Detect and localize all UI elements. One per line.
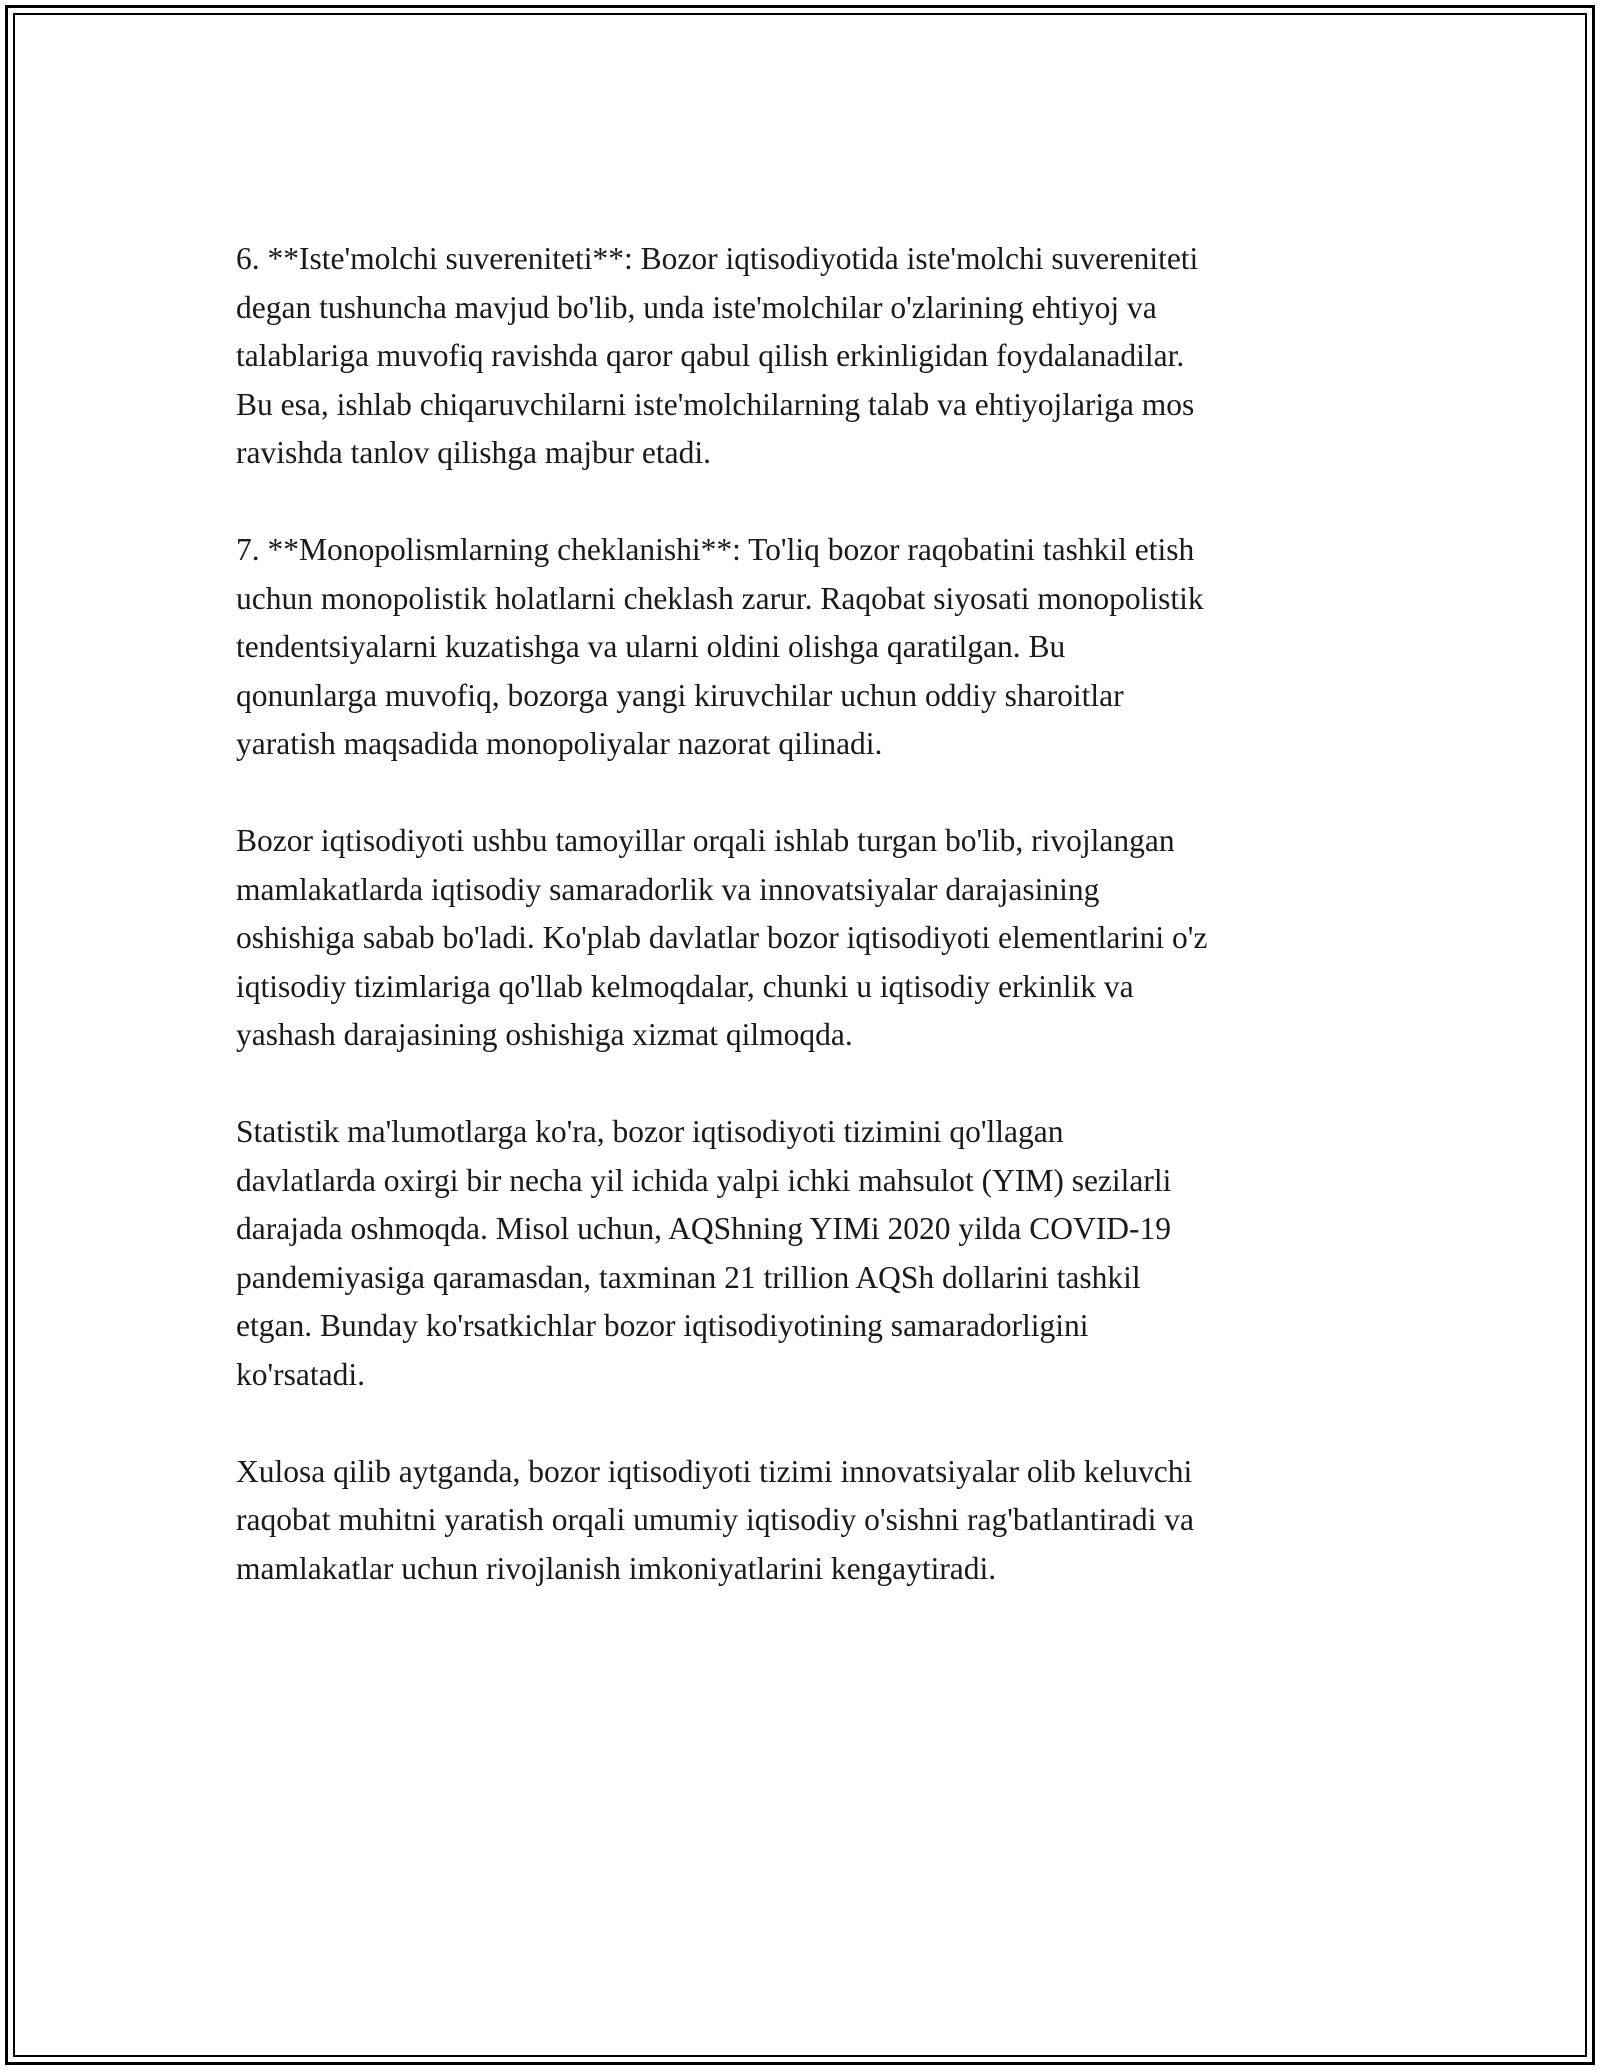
paragraph-conclusion: Xulosa qilib aytganda, bozor iqtisodiyoti tizimi innovatsiyalar olib keluvchi raqobat muhitni yaratish orqali umumiy iqtisodiy o'sishni rag'batlantiradi va mamlakatlar uchun rivojlanish imkoniyatlarini kengaytiradi. [236, 1453, 1194, 1586]
paragraph-market-principles: Bozor iqtisodiyoti ushbu tamoyillar orqali ishlab turgan bo'lib, rivojlangan mamlakatlarda iqtisodiy samaradorlik va innovatsiyalar darajasining oshishiga sabab bo'ladi. Ko'plab davlatlar bozor iqtisodiyoti elementlarini o'z iqtisodiy tizimlariga qo'llab kelmoqdalar, chunki u iqtisodiy erkinlik va yashash darajasining oshishiga xizmat qilmoqda. [236, 823, 1208, 1052]
paragraph-statistics: Statistik ma'lumotlarga ko'ra, bozor iqtisodiyoti tizimini qo'llagan davlatlarda oxirgi bir necha yil ichida yalpi ichki mahsulot (YIM) sezilarli darajada oshmoqda. Misol uchun, AQShning YIMi 2020 yilda COVID-19 pandemiyasiga qaramasdan, taxminan 21 trillion AQSh dollarini tashkil etgan. Bunday ko'rsatkichlar bozor iqtisodiyotining samaradorligini ko'rsatadi. [236, 1114, 1172, 1392]
paragraph-monopoly-restriction: 7. **Monopolismlarning cheklanishi**: To'liq bozor raqobatini tashkil etish uchun monopolistik holatlarni cheklash zarur. Raqobat siyosati monopolistik tendentsiyalarni kuzatishga va ularni oldini olishga qaratilgan. Bu qonunlarga muvofiq, bozorga yangi kiruvchilar uchun oddiy sharoitlar yaratish maqsadida monopoliyalar nazorat qilinadi. [236, 532, 1204, 761]
paragraph-consumer-sovereignty: 6. **Iste'molchi suvereniteti**: Bozor iqtisodiyotida iste'molchi suvereniteti degan tushuncha mavjud bo'lib, unda iste'molchilar o'zlarining ehtiyoj va talablariga muvofiq ravishda qaror qabul qilish erkinligidan foydalanadilar. Bu esa, ishlab chiqaruvchilarni iste'molchilarning talab va ehtiyojlariga mos ravishda tanlov qilishga majbur etadi. [236, 241, 1199, 470]
document-body [236, 235, 1376, 1642]
